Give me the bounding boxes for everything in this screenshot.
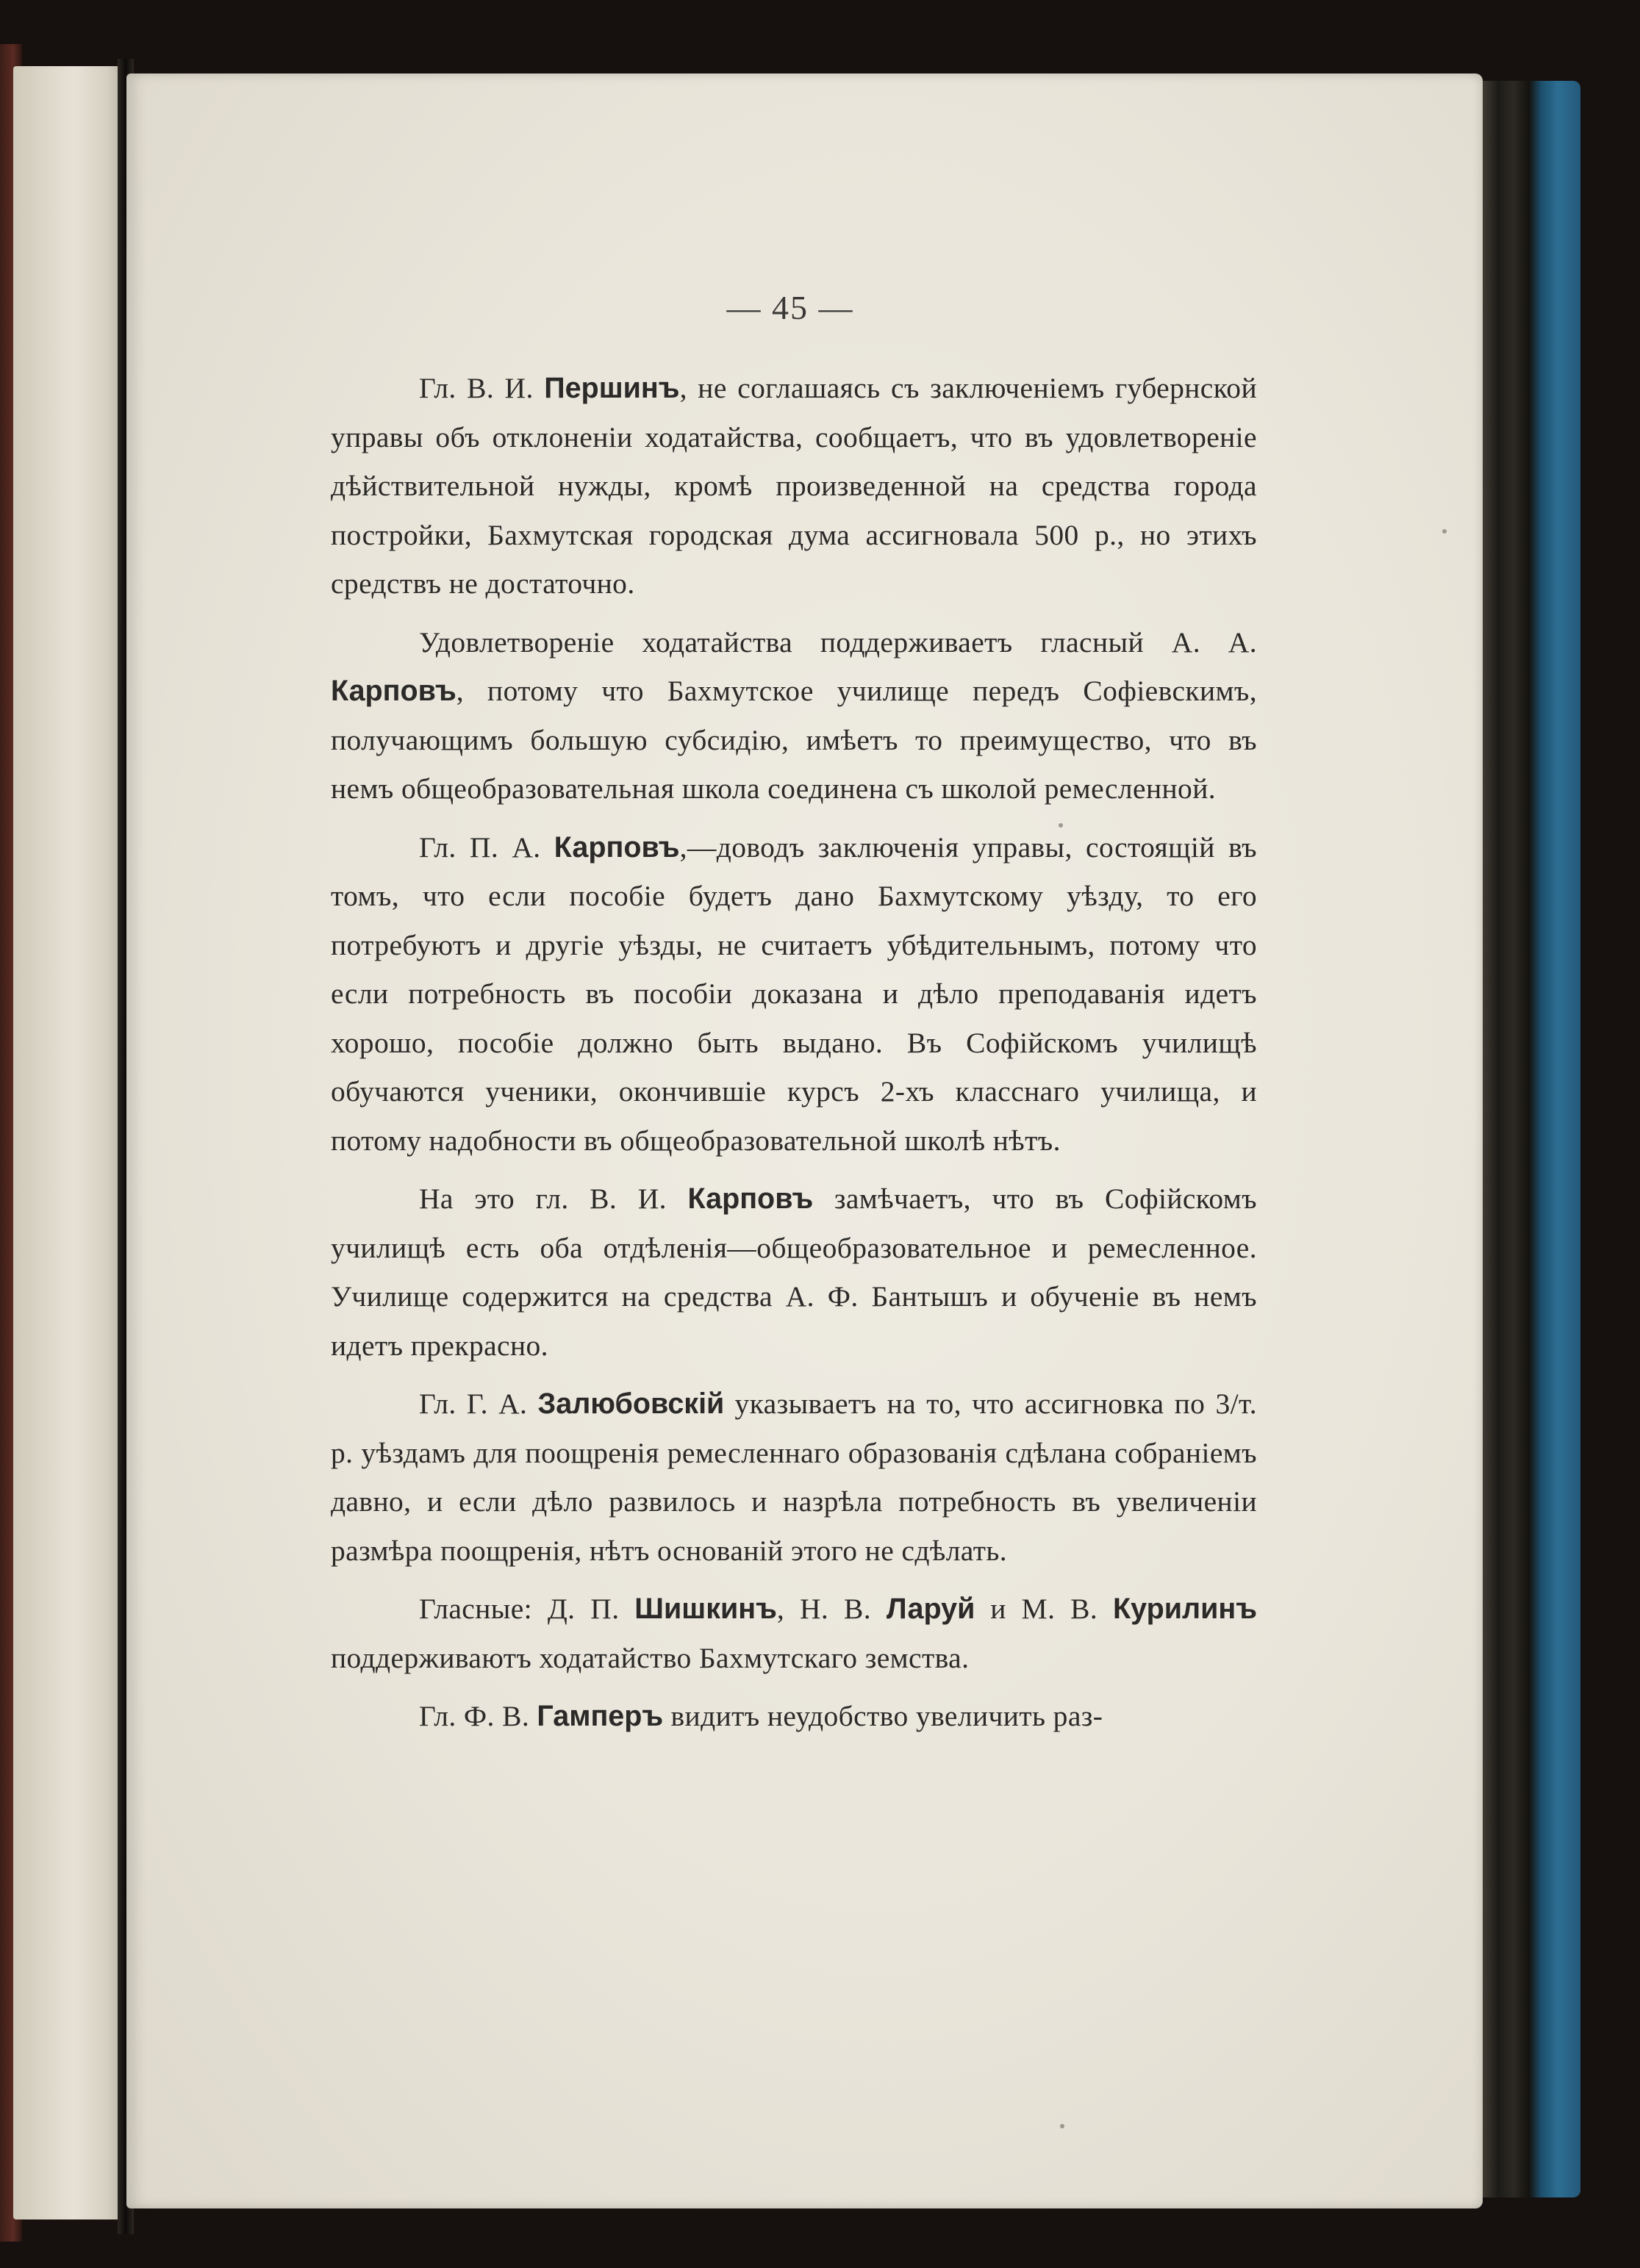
text-run: Удовлетвореніе ходатайства поддерживаетъ гласный А. А. [419,625,1257,658]
text-run: указываетъ на то, что ассигновка по 3/т. р. уѣздамъ для поощренія ремесленнаго образованія сдѣлана собраніемъ давно, и если дѣло развилось и назрѣла потребность въ увеличеніи размѣра поощренія, нѣтъ основаній этого не сдѣлать. [331,1388,1257,1567]
speaker-name: Гамперъ [537,1700,664,1732]
text-run: поддерживаютъ ходатайство Бахмутскаго земства. [331,1641,970,1674]
facing-page-edge [13,66,123,2219]
paper-speck [1442,529,1447,534]
speaker-name: Карповъ [331,675,456,707]
text-run: и М. В. [975,1593,1114,1625]
text-run: видитъ неудобство увеличить раз- [663,1700,1103,1732]
paragraph-gamper [331,1692,1257,1741]
text-run: Гл. В. И. [419,372,545,404]
text-run: , не соглашаясь съ заключеніемъ губернской управы объ отклоненіи ходатайства, сообщаетъ, что въ удовлетвореніе дѣйствительной нужды, кромѣ произведенной на средства города постройки, Бахмутская городская дума ассигновала 500 р., но этихъ средствъ не достаточно. [331,372,1257,600]
speaker-name: Шишкинъ [634,1593,777,1625]
paragraph-karpov-aa [331,618,1257,814]
speaker-name: Курилинъ [1113,1593,1258,1625]
text-run: Гл. Ф. В. [419,1700,537,1732]
paragraph-karpov-pa [331,823,1257,1166]
paragraph-karpov-vi [331,1174,1257,1370]
text-run: На это гл. В. И. [419,1183,688,1215]
speaker-name: Карповъ [687,1183,814,1215]
paper-speck [1060,2124,1064,2128]
paragraph-zalyubovsky [331,1379,1257,1575]
text-run: , Н. В. [776,1593,887,1625]
paragraph-pershin [331,364,1257,609]
speaker-name: Першинъ [544,372,680,404]
page-number: — 45 — [726,289,854,326]
text-run: замѣчаетъ, что въ Софійскомъ училищѣ есть оба отдѣленія—общеобразовательное и ремесленное. Училище содержится на средства А. Ф. Бантышъ и обученіе въ немъ идетъ прекрасно. [331,1183,1257,1362]
text-run: ,—доводъ заключенія управы, состоящій въ томъ, что если пособіе будетъ дано Бахмутскому уѣзду, то его потребуютъ и другіе уѣзды, не считаетъ убѣдительнымъ, потому что если потребность въ пособіи доказана и дѣло преподаванія идетъ хорошо, пособіе должно быть выдано. Въ Софійскомъ училищѣ обучаются ученики, окончившіе курсъ 2-хъ класснаго училища, и потому надобности въ общеобразовательной школѣ нѣтъ. [331,830,1257,1157]
speaker-name: Карповъ [554,830,680,864]
paragraph-glasnye [331,1585,1257,1682]
speaker-name: Ларуй [886,1593,975,1625]
book-page-edges [1478,81,1580,2197]
text-run: Гл. Г. А. [419,1388,538,1420]
text-run: Гласные: Д. П. [419,1593,635,1625]
body-text [331,364,1257,1751]
speaker-name: Залюбовскій [537,1388,725,1420]
text-run: , потому что Бахмутское училище передъ Софіевскимъ, получающимъ большую субсидію, имѣетъ то преимущество, что въ немъ общеобразовательная школа соединена съ школой ремесленной. [331,675,1257,805]
text-run: Гл. П. А. [419,830,554,864]
